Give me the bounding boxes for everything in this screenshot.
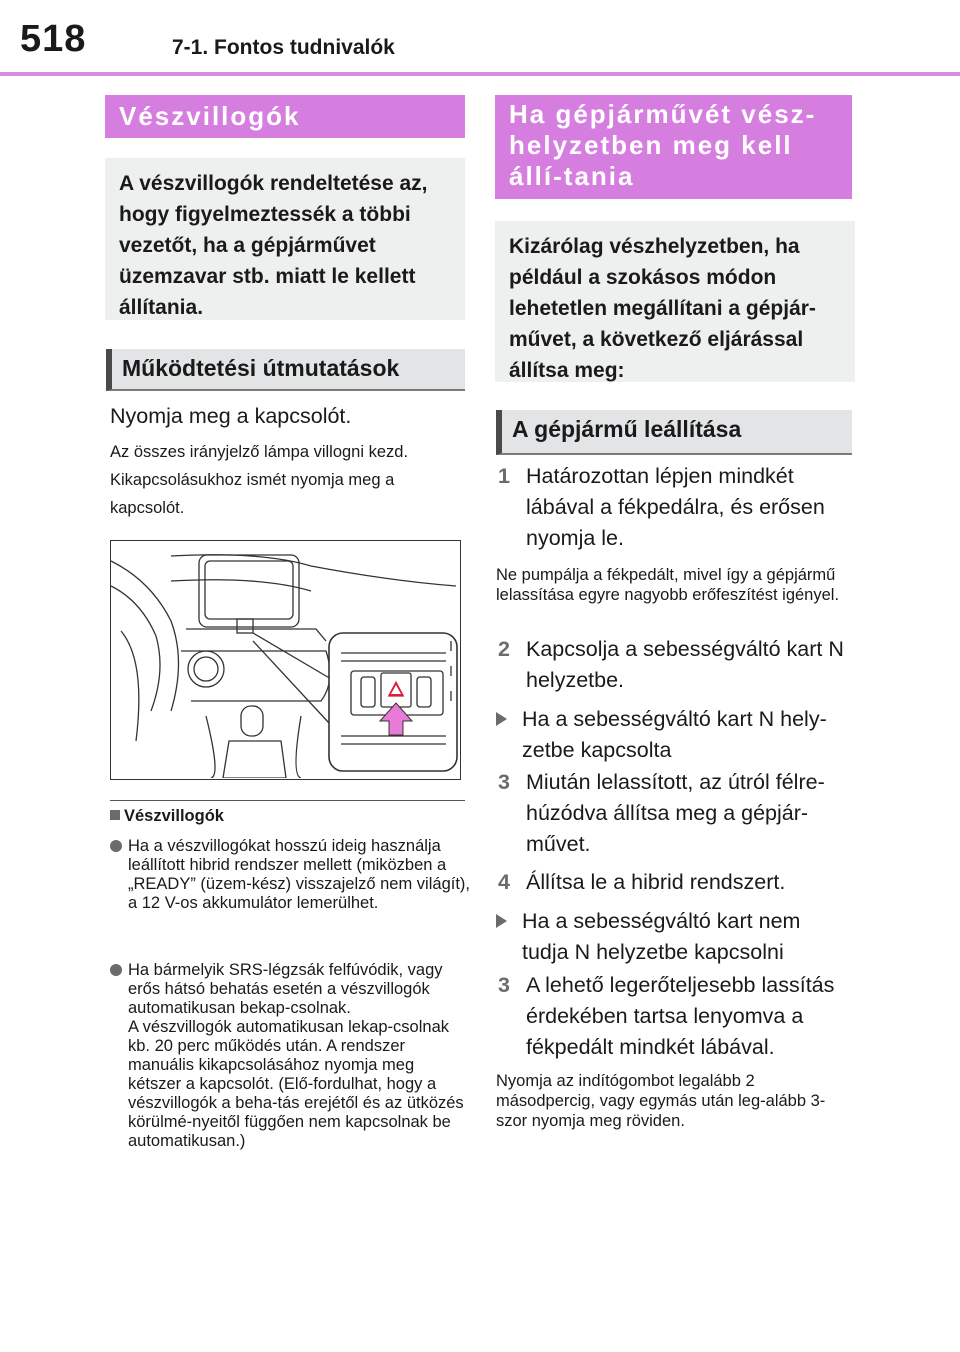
- step-number: 3: [498, 770, 510, 794]
- step-number: 1: [498, 464, 510, 488]
- section-title-hazard: Vészvillogók: [105, 95, 465, 138]
- branch-text: Ha a sebességváltó kart nem tudja N helyzetbe kapcsolni: [522, 909, 801, 964]
- bullet-dot-icon: [110, 840, 122, 852]
- step-1-note: Ne pumpálja a fékpedált, mivel így a gépjármű lelassítása egyre nagyobb erőfeszítést igényel.: [496, 566, 840, 604]
- hazard-button-small: [237, 619, 253, 633]
- final-note: Nyomja az indítógombot legalább 2 másodpercig, vagy egymás után leg-alább 3-szor nyomja meg röviden.: [496, 1072, 826, 1130]
- list-item-text: Ha bármelyik SRS-légzsák felfúvódik, vagy erős hátsó behatás esetén a vészvillogók automatikusan bekap-csolnak.: [128, 961, 443, 1017]
- instruction-text: Nyomja meg a kapcsolót.: [110, 404, 352, 428]
- bullet-dot-icon: [110, 964, 122, 976]
- square-bullet-icon: [110, 810, 120, 820]
- ops-heading: Működtetési útmutatások: [106, 349, 465, 391]
- step-3: [498, 767, 848, 860]
- step-text: Kapcsolja a sebességváltó kart N helyzetbe.: [526, 637, 844, 692]
- step-text: Határozottan lépjen mindkét lábával a fékpedálra, és erősen nyomja le.: [526, 464, 825, 550]
- bullet-heading: [110, 806, 224, 826]
- step-number: 2: [498, 637, 510, 661]
- branch-text: Ha a sebességváltó kart N hely-zetbe kapcsolta: [522, 707, 827, 762]
- triangle-bullet-icon: [496, 712, 507, 726]
- list-item-text: Ha a vészvillogókat hosszú ideig használja leállított hibrid rendszer mellett (miközben a „READY” (üzem-kész) visszajelző nem világít), a 12 V-os akkumulátor lemerülhet.: [128, 837, 470, 912]
- step-1: [498, 461, 848, 554]
- instruction-note: Az összes irányjelző lámpa villogni kezd. Kikapcsolásukhoz ismét nyomja meg a kapcsolót.: [110, 443, 409, 517]
- branch-neutral-ok: [496, 704, 846, 766]
- steering-wheel-outline: [111, 561, 179, 711]
- hazard-switch-illustration: [110, 540, 461, 780]
- list-item: [110, 961, 470, 1151]
- step-4: [498, 867, 848, 898]
- intro-box-emergency: Kizárólag vészhelyzetben, ha például a szokásos módon lehetetlen megállítani a gépjár-művet, a következő eljárással állítsa meg:: [495, 221, 855, 382]
- step-number: 4: [498, 870, 510, 894]
- triangle-bullet-icon: [496, 914, 507, 928]
- gear-lever: [241, 706, 263, 736]
- center-screen: [199, 555, 299, 627]
- step-number: 3: [498, 973, 510, 997]
- figure-divider: [110, 800, 465, 801]
- step-2: [498, 634, 848, 696]
- branch-neutral-fail: [496, 906, 846, 968]
- dashboard-drawing: [111, 541, 459, 778]
- stop-heading: A gépjármű leállítása: [496, 410, 852, 455]
- zoom-callout: [329, 633, 457, 771]
- step-text: A lehető legerőteljesebb lassítás érdekében tartsa lenyomva a fékpedált mindkét lábával.: [526, 973, 835, 1059]
- step-text: Miután lelassított, az útról félre-húzódva állítsa meg a gépjár-művet.: [526, 770, 825, 856]
- bullet-heading-text: Vészvillogók: [124, 807, 224, 825]
- step-3-alt: [498, 970, 848, 1063]
- list-item-text-continued: A vészvillogók automatikusan lekap-csolnak kb. 20 perc működés után. A rendszer manuális kikapcsolásához nyomja meg kétszer a kapcsolót. (Elő-fordulhat, hogy a vészvillogók a beha-tás erejétől és az ütközés körülmé-nyeitől függően nem kapcsolnak be automatikusan.): [128, 1018, 464, 1150]
- intro-box-hazard: A vészvillogók rendeltetése az, hogy figyelmeztessék a többi vezetőt, ha a gépjárművet üzemzavar stb. miatt le kellett állítania.: [105, 158, 465, 320]
- step-text: Állítsa le a hibrid rendszert.: [526, 870, 786, 894]
- page-number: 518: [20, 18, 87, 60]
- list-item: [110, 837, 470, 913]
- chapter-title: 7-1. Fontos tudnivalók: [172, 36, 395, 59]
- header-rule: [0, 72, 960, 76]
- section-title-emergency: Ha gépjárművét vész-helyzetben meg kell állí-tania: [495, 95, 852, 199]
